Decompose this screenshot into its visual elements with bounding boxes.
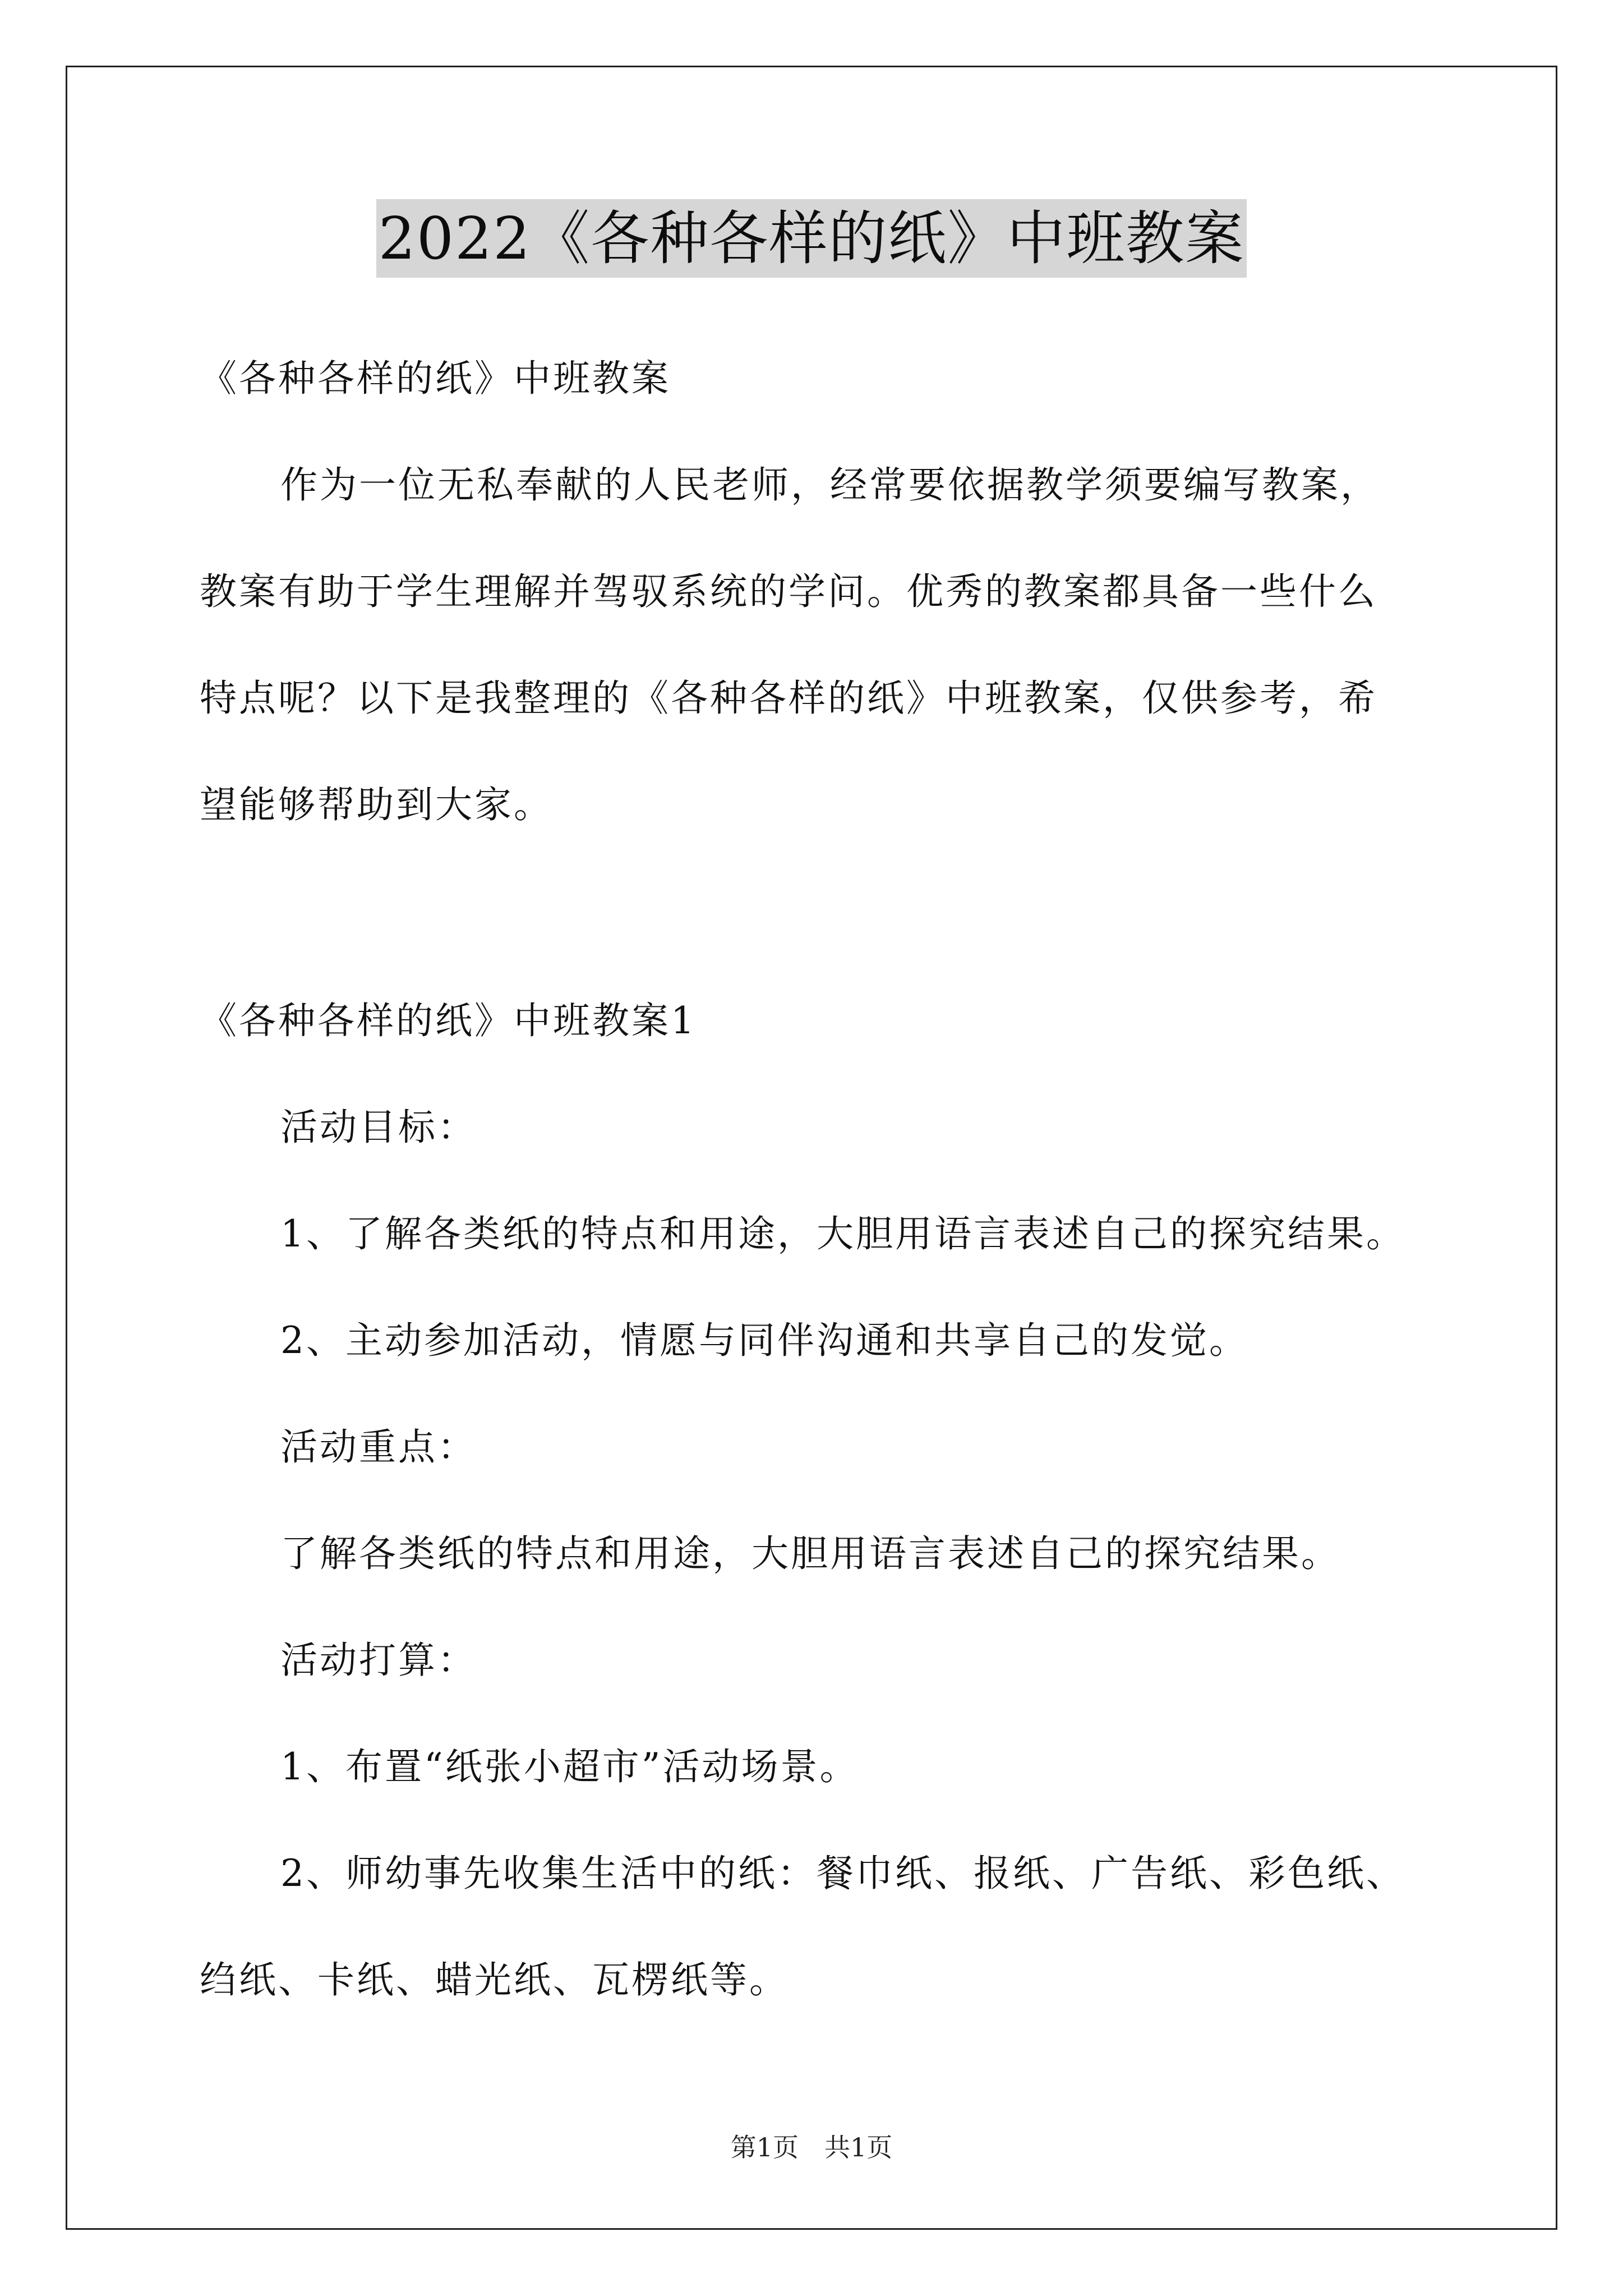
goal-item-2: 2、主动参加活动，情愿与同伴沟通和共享自己的发觉。	[280, 1319, 1248, 1362]
subtitle: 《各种各样的纸》中班教案	[200, 357, 671, 400]
document-title[interactable]: 2022《各种各样的纸》中班教案	[376, 199, 1247, 278]
focus-heading: 活动重点：	[280, 1425, 477, 1469]
goal-item-1: 1、了解各类纸的特点和用途，大胆用语言表述自己的探究结果。	[280, 1212, 1405, 1255]
prep-item-2-line-2: 绉纸、卡纸、蜡光纸、瓦楞纸等。	[200, 1958, 789, 2001]
prep-item-2-line-1: 2、师幼事先收集生活中的纸：餐巾纸、报纸、广告纸、彩色纸、	[280, 1852, 1405, 1895]
intro-line-1: 作为一位无私奉献的人民老师，经常要依据教学须要编写教案，	[280, 463, 1380, 507]
section-heading: 《各种各样的纸》中班教案1	[200, 999, 697, 1042]
intro-line-4: 望能够帮助到大家。	[200, 783, 553, 826]
prep-item-1: 1、布置“纸张小超市”活动场景。	[280, 1745, 859, 1788]
focus-text: 了解各类纸的特点和用途，大胆用语言表述自己的探究结果。	[280, 1532, 1340, 1575]
goal-heading: 活动目标：	[280, 1106, 477, 1149]
title-container	[0, 199, 1623, 278]
intro-line-2: 教案有助于学生理解并驾驭系统的学问。优秀的教案都具备一些什么	[200, 570, 1377, 613]
page-footer: 第1页 共1页	[730, 2132, 893, 2162]
intro-line-3: 特点呢？以下是我整理的《各种各样的纸》中班教案，仅供参考，希	[200, 677, 1377, 720]
prep-heading: 活动打算：	[280, 1639, 477, 1682]
